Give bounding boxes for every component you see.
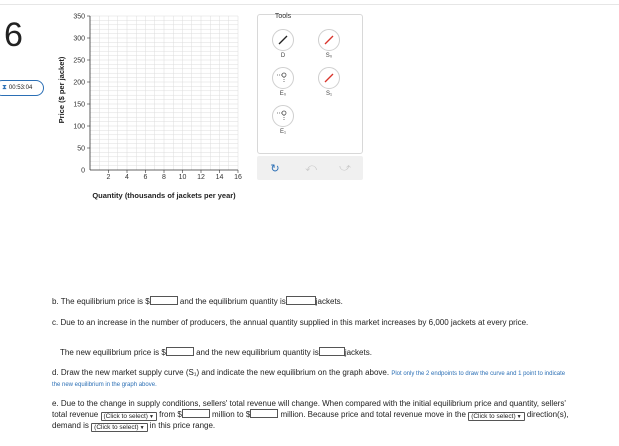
tool-label-e0: E₀ [279,91,287,97]
new-equilibrium-price-input[interactable] [166,347,194,356]
question-d [52,368,572,390]
x-tick-label: 14 [215,174,224,181]
tools-title: Tools [274,13,292,20]
x-tick-label: 4 [125,174,129,181]
y-tick-label: 350 [73,13,85,21]
top-divider [0,4,619,5]
new-equilibrium-quantity-input[interactable] [319,347,345,356]
x-tick-label: 10 [178,174,187,181]
tool-label-e1: E₁ [279,129,287,135]
question-e-text-3: million to $ [212,410,251,419]
tool-label-d: D [280,53,286,59]
y-tick-label: 100 [73,123,85,131]
question-e-text-5: direction(s), demand is [52,410,569,430]
new-revenue-input[interactable] [250,409,278,418]
select-placeholder: (Click to select) [94,424,139,431]
question-c-text-1: The new equilibrium price is $ [60,348,166,357]
question-d-note: Plot only the 2 endpoints to draw the curve and 1 point to indicate the new equilibrium in the graph above. [52,371,566,388]
line-tool-red-icon [323,34,335,46]
x-tick-label: 6 [143,174,148,181]
x-axis-title: Quantity (thousands of jackets per year) [92,191,236,200]
supply-s0-line-tool[interactable] [318,29,340,51]
question-b [52,296,343,307]
y-tick-label: 50 [77,145,85,153]
x-tick-labels [107,170,242,181]
question-e-text-2: from $ [159,410,182,419]
timer-badge[interactable] [0,80,44,96]
y-tick-labels [73,14,90,175]
y-axis-title: Price ($ per jacket) [57,56,66,124]
tool-label-s0: S₀ [325,53,333,59]
reset-icon[interactable]: ↻ [270,162,280,175]
initial-revenue-input[interactable] [182,409,210,418]
point-tool-icon [276,110,290,122]
timer-text: 00:53:04 [8,85,33,91]
question-e-text-6: in this price range. [149,421,216,430]
equilibrium-quantity-input[interactable] [286,296,316,305]
y-tick-label: 0 [81,167,85,175]
chevron-down-icon: ▼ [148,414,154,420]
redo-icon[interactable]: ⤻ [339,161,351,174]
graph-grid [90,16,238,170]
y-tick-label: 300 [73,35,85,43]
graph-axes [90,16,238,170]
graph-action-bar [257,156,363,180]
question-b-text-2: and the equilibrium quantity is [179,297,286,306]
x-tick-label: 2 [106,174,111,181]
equilibrium-price-input[interactable] [150,296,178,305]
question-b-text-1: b. The equilibrium price is $ [52,297,150,306]
chevron-down-icon: ▼ [139,425,145,431]
x-tick-label: 16 [234,174,242,181]
question-c-text-2: and the new equilibrium quantity is [196,348,319,357]
equilibrium-e0-point-tool[interactable] [272,67,294,89]
question-number: 6 [4,16,23,54]
question-e [52,399,572,432]
x-tick-label: 12 [197,174,205,181]
point-tool-icon [276,72,290,84]
equilibrium-e1-point-tool[interactable] [272,105,294,127]
chevron-down-icon: ▼ [516,414,522,420]
supply-s1-line-tool[interactable] [318,67,340,89]
question-b-text-3: jackets. [315,297,343,306]
y-tick-label: 200 [73,79,85,87]
question-c-text: c. Due to an increase in the number of producers, the annual quantity supplied in this market increases by 6,000 jackets at every price. [52,318,529,327]
undo-icon[interactable]: ⤺ [305,161,317,174]
x-tick-label: 8 [162,174,166,181]
question-e-text-4: million. Because price and total revenue move in the [280,410,466,419]
hourglass-icon: ⧗ [2,84,7,91]
y-tick-label: 250 [73,57,85,65]
demand-line-tool[interactable] [272,29,294,51]
demand-elasticity-select[interactable] [91,423,147,432]
direction-select[interactable] [468,412,524,421]
select-placeholder: (Click to select) [471,413,516,420]
revenue-change-select[interactable] [101,412,157,421]
select-placeholder: (Click to select) [103,413,148,420]
question-c-text-3: jackets. [344,348,372,357]
line-tool-red-icon [323,72,335,84]
question-c-answer [60,347,372,358]
y-tick-label: 150 [73,101,85,109]
question-d-text: d. Draw the new market supply curve (S₁) and indicate the new equilibrium on the graph above. [52,368,390,377]
line-tool-dark-icon [277,34,289,46]
tools-panel [257,14,363,154]
question-e-text-1: e. Due to the change in supply conditions, sellers' total revenue will change. When compared with the initial equilibrium price and quantity, sellers' total revenue [52,399,566,419]
tool-label-s1: S₁ [325,91,333,97]
